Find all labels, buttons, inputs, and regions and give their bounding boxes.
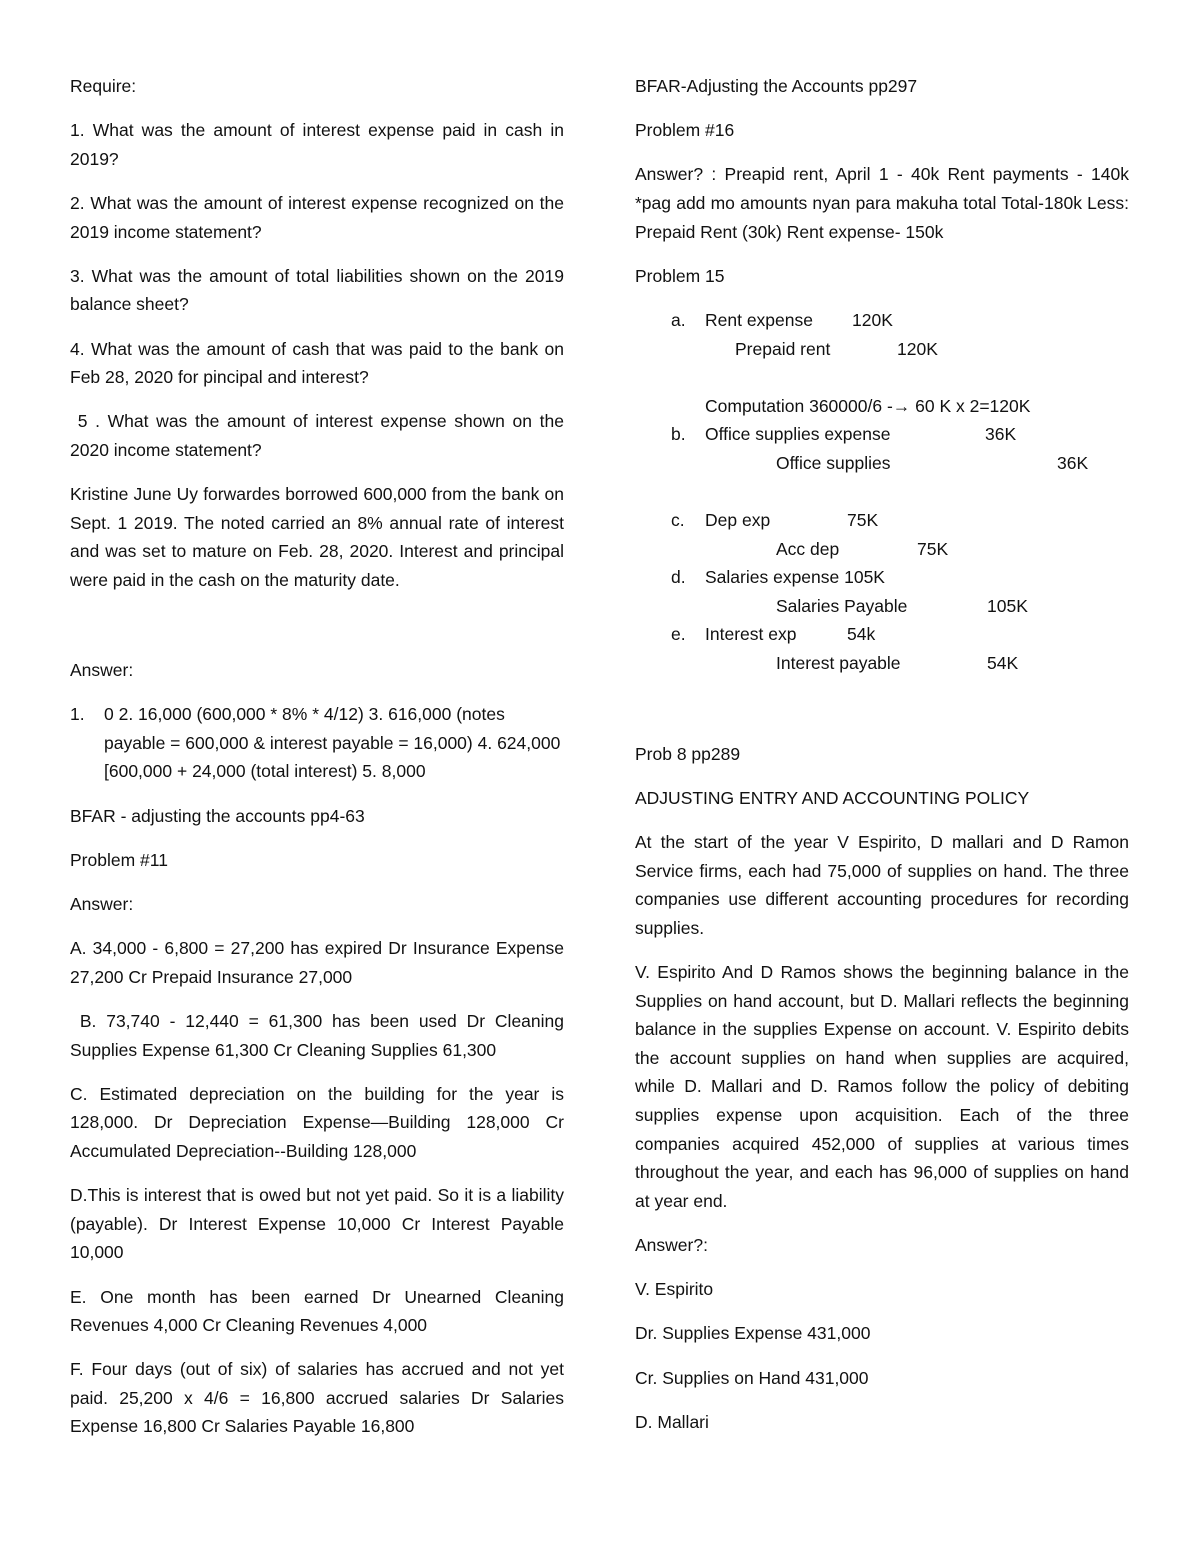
answer-c: C. Estimated depreciation on the building for the year is 128,000. Dr Depreciation Expense—Building 128,000 Cr Accumulated Depreciation--Building 128,000	[70, 1083, 564, 1161]
entry-e-credit	[635, 649, 1129, 678]
question-5: 5 . What was the amount of interest expense shown on the 2020 income statement?	[70, 411, 569, 460]
entry-c-debit	[635, 506, 1129, 535]
problem-16-heading: Problem #16	[635, 120, 735, 141]
entry-e-marker: e.	[671, 624, 686, 645]
answer-list	[70, 700, 564, 786]
debit-line: Dr. Supplies Expense 431,000	[635, 1323, 871, 1344]
entry-b-debit-account: Office supplies expense	[705, 424, 891, 445]
entry-a-credit-account: Prepaid rent	[735, 338, 831, 359]
mallari-label: D. Mallari	[635, 1411, 709, 1432]
credit-line: Cr. Supplies on Hand 431,000	[635, 1367, 869, 1388]
policy-paragraph-1: At the start of the year V Espirito, D mallari and D Ramon Service firms, each had 75,000 of supplies on hand. The three companies use different accounting procedures for recording supplies.	[635, 832, 1129, 938]
answer-16: Answer? : Preapid rent, April 1 - 40k Rent payments - 140k *pag add mo amounts nyan para makuha total Total-180k Less: Prepaid Rent (30k) Rent expense- 150k	[635, 164, 1129, 242]
entry-b-credit	[635, 449, 1129, 478]
question-2: 2. What was the amount of interest expense recognized on the 2019 income statement?	[70, 192, 564, 242]
entry-b-debit	[635, 420, 1129, 449]
entry-a-debit-amount: 120K	[852, 309, 893, 330]
problem-11-heading: Problem #11	[70, 849, 168, 870]
question-1: 1. What was the amount of interest expense paid in cash in 2019?	[70, 120, 564, 169]
entry-b-marker: b.	[671, 424, 686, 445]
answer-d: D.This is interest that is owed but not yet paid. So it is a liability (payable). Dr Interest Expense 10,000 Cr Interest Payable 10,000	[70, 1185, 564, 1263]
entry-c-debit-account: Dep exp	[705, 510, 771, 531]
answer-label-right: Answer?:	[635, 1234, 708, 1255]
entry-a-marker: a.	[671, 309, 686, 330]
question-3: 3. What was the amount of total liabilities shown on the 2019 balance sheet?	[70, 265, 564, 315]
entry-c-credit-amount: 75K	[917, 538, 949, 559]
entry-d-credit-account: Salaries Payable	[776, 595, 908, 616]
entry-e-credit-amount: 54K	[987, 653, 1019, 674]
entry-e-credit-account: Interest payable	[776, 653, 901, 674]
left-column	[70, 72, 569, 1457]
entry-c-marker: c.	[671, 510, 685, 531]
entry-c-credit	[635, 535, 1129, 564]
answer-e: E. One month has been earned Dr Unearned Cleaning Revenues 4,000 Cr Cleaning Revenues 4,000	[70, 1286, 564, 1336]
entry-b-credit-amount: 36K	[1057, 452, 1089, 473]
prob-8-heading: Prob 8 pp289	[635, 743, 741, 764]
answer-marker: 1.	[70, 704, 85, 725]
answer-f: F. Four days (out of six) of salaries has accrued and not yet paid. 25,200 x 4/6 = 16,800 accrued salaries Dr Salaries Expense 16,800 Cr Salaries Payable 16,800	[70, 1359, 564, 1437]
problem-15-heading: Problem 15	[635, 265, 725, 286]
entry-a-debit	[635, 306, 1129, 335]
bfar-heading-right: BFAR-Adjusting the Accounts pp297	[635, 76, 918, 96]
answer-text: 0 2. 16,000 (600,000 * 8% * 4/12) 3. 616,000 (notes payable = 600,000 & interest payable = 16,000) 4. 624,000 [600,000 + 24,000 (total interest) 5. 8,000	[104, 704, 561, 782]
entry-e-debit-account: Interest exp	[705, 624, 797, 645]
answer-label: Answer:	[70, 660, 134, 681]
entry-d-debit-account: Salaries expense 105K	[705, 567, 885, 588]
entry-d-marker: d.	[671, 567, 686, 588]
entry-a-computation	[635, 392, 1129, 421]
espirito-label: V. Espirito	[635, 1279, 714, 1300]
computation-text: Computation 360000/6 -→ 60 K x 2=120K	[705, 395, 1031, 416]
problem-scenario: Kristine June Uy forwardes borrowed 600,000 from the bank on Sept. 1 2019. The noted carried an 8% annual rate of interest and was set to mature on Feb. 28, 2020. Interest and principal were paid in the cash on the maturity date.	[70, 484, 564, 590]
entry-b-credit-account: Office supplies	[776, 452, 891, 473]
entry-c-credit-account: Acc dep	[776, 538, 840, 559]
answer-b: B. 73,740 - 12,440 = 61,300 has been used Dr Cleaning Supplies Expense 61,300 Cr Cleaning Supplies 61,300	[70, 1010, 569, 1060]
entry-d-credit-amount: 105K	[987, 595, 1028, 616]
entry-a-credit	[635, 335, 1129, 364]
question-4: 4. What was the amount of cash that was paid to the bank on Feb 28, 2020 for pincipal and interest?	[70, 338, 564, 388]
entry-a-debit-account: Rent expense	[705, 309, 813, 330]
entry-d-debit	[635, 563, 1129, 592]
require-heading: Require:	[70, 76, 137, 96]
entry-a-credit-amount: 120K	[897, 338, 938, 359]
entry-e-debit	[635, 620, 1129, 649]
entry-d-credit	[635, 592, 1129, 621]
answer-a: A. 34,000 - 6,800 = 27,200 has expired Dr Insurance Expense 27,200 Cr Prepaid Insurance 27,000	[70, 938, 564, 987]
policy-heading: ADJUSTING ENTRY AND ACCOUNTING POLICY	[635, 787, 1030, 808]
entry-e-debit-amount: 54k	[847, 624, 876, 645]
entry-b-debit-amount: 36K	[985, 424, 1017, 445]
entry-c-debit-amount: 75K	[847, 510, 879, 531]
bfar-heading: BFAR - adjusting the accounts pp4-63	[70, 805, 365, 826]
journal-entries	[635, 306, 1129, 678]
answer-label-2: Answer:	[70, 894, 134, 914]
answer-item	[70, 700, 564, 786]
right-column	[635, 72, 1129, 1452]
policy-paragraph-2: V. Espirito And D Ramos shows the beginning balance in the Supplies on hand account, but D. Mallari reflects the beginning balance in the supplies Expense on account. V. Espirito debits the account supplies on hand when supplies are acquired, while D. Mallari and D. Ramos follow the policy of debiting supplies expense upon acquisition. Each of the three companies acquired 452,000 of supplies at various times throughout the year, and each has 96,000 of supplies on hand at year end.	[635, 962, 1129, 1211]
